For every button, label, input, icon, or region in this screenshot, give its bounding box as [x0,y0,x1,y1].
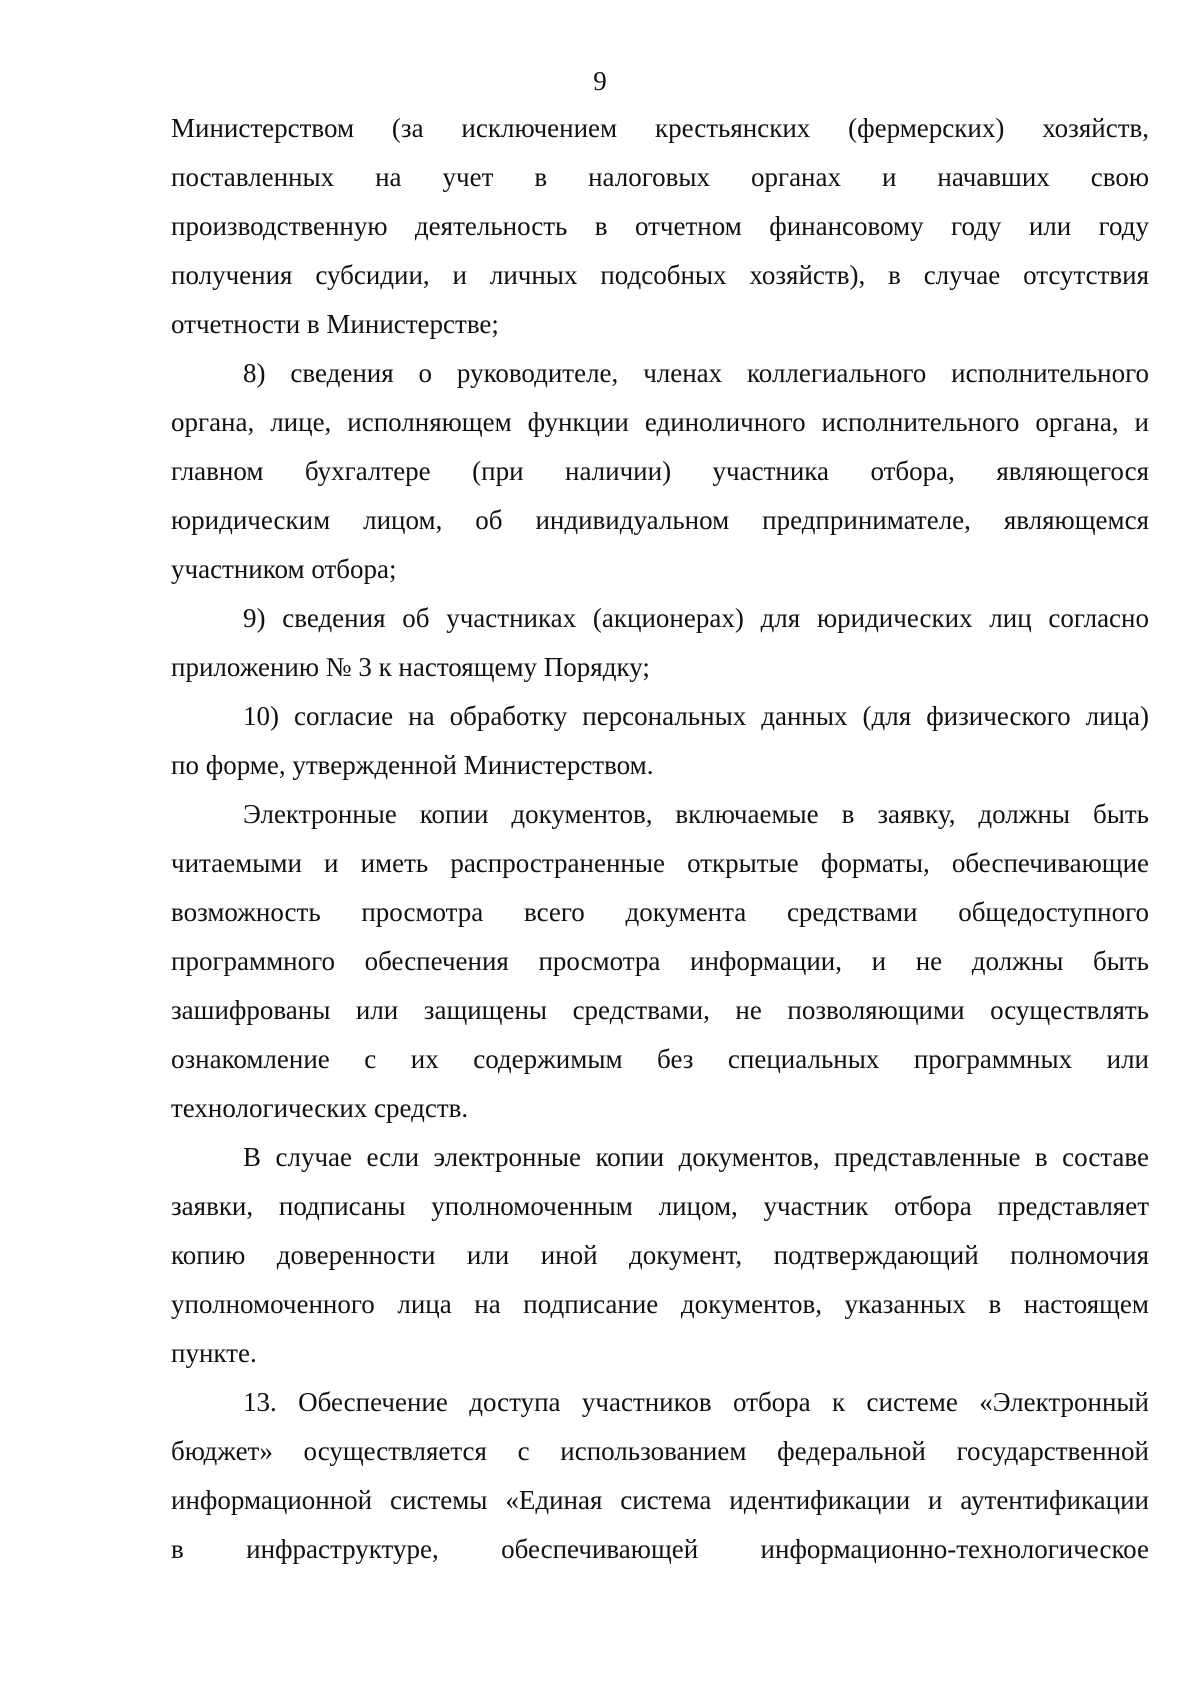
text-line: поставленных на учет в налоговых органах и начавших свою [171,162,1149,192]
text-line: ознакомление с их содержимым без специальных программных или [171,1044,1149,1074]
text-line: пункте. [171,1338,257,1368]
text-line: 8) сведения о руководителе, членах коллегиального исполнительного [243,358,1149,388]
text-line: заявки, подписаны уполномоченным лицом, участник отбора представляет [171,1191,1149,1221]
text-line: органа, лице, исполняющем функции единоличного исполнительного органа, и [171,407,1149,437]
text-line: бюджет» осуществляется с использованием федеральной государственной [171,1436,1149,1466]
document-body [171,104,1149,1574]
text-line: получения субсидии, и личных подсобных хозяйств), в случае отсутствия [171,260,1149,290]
text-line: Электронные копии документов, включаемые в заявку, должны быть [243,799,1149,829]
text-line: по форме, утвержденной Министерством. [171,750,654,780]
text-line: Министерством (за исключением крестьянских (фермерских) хозяйств, [171,113,1149,143]
page-number: 9 [593,66,607,96]
text-line: юридическим лицом, об индивидуальном предпринимателе, являющемся [171,505,1149,535]
text-line: программного обеспечения просмотра информации, и не должны быть [171,946,1149,976]
text-line: копию доверенности или иной документ, подтверждающий полномочия [171,1240,1149,1270]
text-line: 13. Обеспечение доступа участников отбора к системе «Электронный [243,1387,1149,1417]
text-line: участником отбора; [171,554,397,584]
text-line: возможность просмотра всего документа средствами общедоступного [171,897,1149,927]
text-line: приложению № 3 к настоящему Порядку; [171,652,650,682]
text-line: 9) сведения об участниках (акционерах) для юридических лиц согласно [243,603,1149,633]
text-line: технологических средств. [171,1093,469,1123]
text-line: информационной системы «Единая система идентификации и аутентификации [171,1485,1149,1515]
text-line: 10) согласие на обработку персональных данных (для физического лица) [243,701,1149,731]
text-line: главном бухгалтере (при наличии) участника отбора, являющегося [171,456,1149,486]
text-line: производственную деятельность в отчетном финансовому году или году [171,211,1149,241]
text-line: зашифрованы или защищены средствами, не позволяющими осуществлять [171,995,1149,1025]
text-line: в инфраструктуре, обеспечивающей информационно-технологическое [171,1534,1149,1564]
text-line: отчетности в Министерстве; [171,309,499,339]
text-line: В случае если электронные копии документов, представленные в составе [243,1142,1149,1172]
text-line: уполномоченного лица на подписание документов, указанных в настоящем [171,1289,1149,1319]
text-line: читаемыми и иметь распространенные открытые форматы, обеспечивающие [171,848,1149,878]
